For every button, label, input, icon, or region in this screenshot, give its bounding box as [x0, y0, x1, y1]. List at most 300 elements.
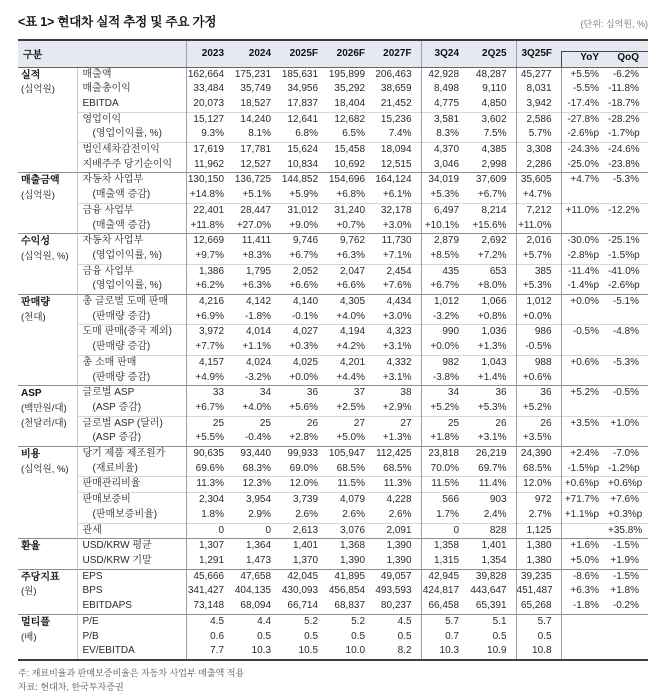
cell-qoq: -23.8%	[608, 158, 640, 170]
cell-2024: 47,658	[233, 569, 280, 584]
cell-2026f: +4.0%	[336, 310, 366, 322]
cell-2q25: 1,036	[468, 325, 516, 340]
cell-2025f: +0.3%	[289, 341, 319, 353]
cell-2023: 3,972	[186, 325, 233, 340]
cell-yoy: +11.0%	[561, 203, 608, 218]
row-label: (ASP 증감)	[77, 431, 186, 446]
section-label: 주당지표 (원)	[18, 569, 77, 614]
cell-2q25: 36	[468, 386, 516, 401]
row-label: EPS	[77, 569, 186, 584]
cell-2027f: 12,515	[380, 158, 412, 170]
table-row	[18, 569, 648, 584]
cell-2024: 12,527	[240, 158, 272, 170]
table-header	[18, 40, 648, 67]
cell-qoq: +1.9%	[610, 555, 640, 566]
row-label: (영업이익률, %)	[77, 279, 186, 294]
table-row	[18, 386, 648, 401]
cell-3q25f: +5.2%	[516, 401, 561, 416]
cell-3q24: 42,928	[421, 67, 468, 82]
cell-2023: 45,666	[186, 569, 233, 584]
cell-2026f: 11.5%	[327, 477, 374, 493]
cell-yoy: +4.7%	[561, 173, 608, 188]
cell-yoy: -27.8%	[561, 112, 608, 127]
cell-2025f: 144,852	[280, 173, 327, 188]
cell-2q25: 39,828	[468, 569, 516, 584]
cell-2q25: +7.2%	[477, 249, 507, 261]
column-header-2026f: 2026F	[327, 40, 374, 67]
cell-2027f: 27	[374, 416, 421, 431]
cell-2026f: 37	[327, 386, 374, 401]
table-row	[18, 493, 648, 508]
cell-2027f: +1.3%	[382, 432, 412, 444]
cell-2026f: 27	[327, 416, 374, 431]
cell-3q25f: 3,942	[516, 97, 561, 112]
cell-2026f: 41,895	[327, 569, 374, 584]
header-row	[18, 40, 648, 67]
row-label: 매출액	[77, 67, 186, 82]
cell-3q24: 982	[421, 355, 468, 370]
table-title: <표 1> 현대차 실적 추정 및 주요 가정	[18, 15, 217, 29]
cell-2023: +9.7%	[186, 249, 233, 264]
table-row	[18, 127, 648, 142]
cell-2027f: 15,236	[374, 112, 421, 127]
cell-3q25f: 65,268	[516, 599, 561, 614]
cell-yoy: -0.5%	[561, 325, 608, 340]
table-row	[18, 614, 648, 629]
footnote-note: 주: 재료비율과 판매보증비율은 자동차 사업부 매출액 적용	[18, 667, 245, 678]
cell-3q25f: 68.5%	[516, 462, 561, 477]
row-label: EBITDA	[77, 97, 186, 112]
row-label: 도매 판매(중국 제외)	[77, 325, 186, 340]
cell-2024: 1,795	[233, 264, 280, 279]
table-row	[18, 554, 648, 569]
cell-2025f: +2.8%	[289, 432, 319, 444]
cell-2026f: +4.4%	[336, 371, 366, 383]
cell-2q25: +0.8%	[477, 310, 507, 322]
cell-2024: 34	[233, 386, 280, 401]
cell-yoy	[561, 340, 608, 355]
cell-yoy: -1.4%p	[561, 279, 608, 294]
cell-qoq: -41.0%	[608, 264, 648, 279]
table-row	[18, 447, 648, 462]
cell-2025f: -0.1%	[291, 310, 319, 322]
table-row	[18, 523, 648, 539]
cell-2026f: 4,201	[327, 355, 374, 370]
cell-2025f: +6.7%	[289, 249, 319, 261]
row-label: 매출총이익	[77, 82, 186, 97]
cell-qoq: -1.5%	[608, 539, 648, 554]
column-header-2025f: 2025F	[280, 40, 327, 67]
row-label: 관세	[77, 523, 186, 539]
row-label: P/B	[77, 630, 186, 645]
table-row	[18, 67, 648, 82]
table-row	[18, 431, 648, 446]
cell-3q24: 23,818	[421, 447, 468, 462]
table-row	[18, 234, 648, 249]
cell-3q25f: 3,308	[516, 143, 561, 158]
cell-2023: 4,216	[186, 295, 233, 310]
cell-2027f: 4,228	[374, 493, 421, 508]
cell-3q24: 1,315	[421, 554, 468, 569]
cell-2027f: 2.6%	[388, 508, 412, 520]
column-header-yoy: YoY	[561, 40, 608, 67]
cell-2024: 1,364	[233, 539, 280, 554]
cell-2024: 4,014	[233, 325, 280, 340]
cell-3q24: 25	[421, 416, 468, 431]
cell-2024: 4.4	[233, 614, 280, 629]
table-row	[18, 416, 648, 431]
cell-2q25: 0.5	[492, 630, 507, 642]
cell-yoy: -2.8%p	[561, 249, 608, 264]
cell-3q24: 4,370	[421, 143, 468, 158]
cell-2023: 69.6%	[186, 462, 233, 477]
cell-2q25: 4,385	[468, 143, 516, 158]
cell-3q24: +10.1%	[421, 219, 468, 234]
cell-2024: 175,231	[233, 67, 280, 82]
cell-3q25f: +5.7%	[516, 249, 561, 264]
table-row	[18, 340, 648, 355]
cell-2027f: 1,390	[374, 539, 421, 554]
table-row	[18, 508, 648, 523]
table-row	[18, 173, 648, 188]
row-label: (판매량 증감)	[77, 310, 186, 325]
cell-qoq	[608, 219, 648, 234]
cell-2023: 341,427	[186, 584, 233, 599]
cell-3q24: -3.8%	[421, 371, 468, 386]
cell-3q24: 4,775	[421, 97, 468, 112]
table-row	[18, 310, 648, 325]
table-row	[18, 599, 648, 614]
cell-qoq	[608, 401, 648, 416]
row-label: EV/EBITDA	[77, 644, 186, 660]
table-row	[18, 264, 648, 279]
cell-yoy: -1.5%p	[561, 462, 608, 477]
cell-yoy	[561, 630, 608, 645]
cell-2023: 22,401	[186, 203, 233, 218]
corner-header: 구분	[18, 40, 186, 67]
cell-2024: 4,024	[233, 355, 280, 370]
cell-2025f: 2,613	[280, 523, 327, 539]
cell-2024: 404,135	[234, 585, 272, 597]
cell-2025f: 12.0%	[280, 477, 327, 493]
cell-yoy: -1.8%	[561, 599, 608, 614]
cell-3q24: 42,945	[421, 569, 468, 584]
cell-2026f: 4,079	[327, 493, 374, 508]
cell-2027f: +2.9%	[382, 401, 412, 413]
row-label: (재료비율)	[77, 462, 186, 477]
cell-2027f: 2,454	[374, 264, 421, 279]
cell-2027f: 68.5%	[383, 462, 412, 474]
cell-3q25f: 988	[516, 355, 561, 370]
cell-qoq: -12.2%	[608, 203, 648, 218]
row-label: 글로벌 ASP	[77, 386, 186, 401]
unit-note: (단위: 십억원, %)	[580, 19, 648, 29]
cell-2023: 20,073	[186, 97, 233, 112]
cell-3q25f: 451,487	[516, 584, 561, 599]
cell-2026f: 4,305	[327, 295, 374, 310]
cell-3q25f: +4.7%	[516, 188, 561, 203]
table-row	[18, 82, 648, 97]
cell-qoq: +1.0%	[608, 416, 648, 431]
column-header-2024: 2024	[233, 40, 280, 67]
cell-3q25f: 12.0%	[516, 477, 561, 493]
row-label: (영업이익률, %)	[77, 127, 186, 142]
row-label: (판매량 증감)	[77, 340, 186, 355]
table-row	[18, 539, 648, 554]
row-label: 총 글로벌 도매 판매	[77, 295, 186, 310]
column-header-2027f: 2027F	[374, 40, 421, 67]
cell-2027f: 49,057	[374, 569, 421, 584]
cell-qoq: -11.8%	[608, 83, 640, 95]
cell-qoq: -0.2%	[612, 600, 640, 612]
cell-qoq: -4.8%	[608, 325, 648, 340]
cell-3q25f: 0.5	[516, 630, 561, 645]
table-body	[18, 67, 648, 660]
cell-2025f: 9,746	[280, 234, 327, 249]
cell-3q25f: 972	[516, 493, 561, 508]
cell-3q25f: 2,586	[516, 112, 561, 127]
cell-2026f: 15,458	[327, 143, 374, 158]
cell-2026f: 456,854	[328, 585, 366, 597]
cell-yoy	[561, 188, 608, 203]
cell-2q25: +15.6%	[472, 219, 507, 231]
cell-qoq: -1.5%	[608, 569, 648, 584]
cell-3q25f: +0.6%	[516, 371, 561, 386]
cell-2025f: +0.0%	[289, 371, 319, 383]
cell-yoy: +1.1%p	[561, 508, 608, 523]
cell-2027f: 21,452	[380, 97, 412, 109]
cell-3q24: 10.3	[421, 644, 468, 660]
cell-2q25: 10.9	[487, 645, 507, 657]
cell-yoy	[561, 431, 608, 446]
section-label: 비용 (십억원, %)	[18, 447, 77, 539]
cell-qoq: -6.2%	[608, 67, 648, 82]
cell-2025f: 17,837	[287, 97, 319, 109]
cell-2027f: 18,094	[374, 143, 421, 158]
table-row	[18, 371, 648, 386]
cell-3q25f: 26	[516, 416, 561, 431]
cell-2024: +5.1%	[242, 189, 272, 201]
cell-2023: 1.8%	[186, 508, 233, 523]
cell-2024: 0	[233, 523, 280, 539]
cell-2024: 4,142	[233, 295, 280, 310]
cell-3q25f: 39,235	[516, 569, 561, 584]
cell-yoy: -30.0%	[561, 234, 608, 249]
cell-2026f: 4,194	[327, 325, 374, 340]
section-label: 실적 (십억원)	[18, 67, 77, 173]
cell-2023: 90,635	[186, 447, 233, 462]
row-label: 지배주주 당기순이익	[77, 158, 186, 173]
cell-yoy: -2.6%p	[561, 127, 608, 142]
cell-2026f: +6.3%	[336, 249, 366, 261]
cell-3q24: 8.3%	[421, 127, 468, 142]
cell-qoq: -1.7%p	[608, 128, 640, 140]
cell-2025f: 4,140	[280, 295, 327, 310]
cell-3q24: 990	[421, 325, 468, 340]
cell-2023: +6.7%	[186, 401, 233, 416]
cell-2025f: 42,045	[280, 569, 327, 584]
cell-2027f: 4,434	[374, 295, 421, 310]
cell-qoq: -5.1%	[608, 295, 648, 310]
cell-2027f: +3.1%	[382, 341, 412, 353]
cell-2023: 33	[186, 386, 233, 401]
row-label: (매출액 증감)	[77, 219, 186, 234]
cell-2026f: 1,390	[339, 555, 366, 566]
cell-2025f: 15,624	[280, 143, 327, 158]
cell-qoq: +0.3%p	[608, 508, 643, 520]
cell-qoq: -5.3%	[608, 355, 648, 370]
cell-2024: 17,781	[233, 143, 280, 158]
cell-2026f: 68,837	[334, 600, 366, 612]
cell-2023: 73,148	[186, 599, 233, 614]
cell-2027f: +7.1%	[382, 249, 412, 261]
row-label: P/E	[77, 614, 186, 629]
cell-2024: +1.1%	[242, 341, 272, 353]
cell-3q25f: 5.7%	[516, 127, 561, 142]
cell-2026f: 2.6%	[342, 508, 366, 520]
cell-2026f: 0.5	[351, 630, 366, 642]
cell-2025f: 1,370	[292, 555, 319, 566]
row-label: 금융 사업부	[77, 203, 186, 218]
cell-yoy: -11.4%	[561, 264, 608, 279]
cell-yoy	[561, 644, 608, 660]
cell-yoy: +71.7%	[561, 493, 608, 508]
cell-2026f: +4.2%	[336, 341, 366, 353]
cell-2023: 1,291	[186, 554, 233, 569]
cell-3q24: 70.0%	[421, 462, 468, 477]
cell-qoq	[608, 614, 648, 629]
row-label: EBITDAPS	[77, 599, 186, 614]
row-label: 판매보증비	[77, 493, 186, 508]
table-row	[18, 97, 648, 112]
cell-2025f: 4,027	[280, 325, 327, 340]
cell-2q25: 26,219	[468, 447, 516, 462]
cell-2025f: 99,933	[280, 447, 327, 462]
cell-3q24: 6,497	[421, 203, 468, 218]
cell-2q25: 26	[468, 416, 516, 431]
cell-2024: 18,527	[240, 97, 272, 109]
cell-2025f: 3,739	[280, 493, 327, 508]
cell-yoy	[561, 401, 608, 416]
cell-2027f: 11,730	[374, 234, 421, 249]
cell-2027f: 8.2	[397, 645, 412, 657]
cell-yoy: -24.3%	[561, 143, 608, 158]
cell-2q25: 69.7%	[478, 462, 507, 474]
cell-3q24: 566	[421, 493, 468, 508]
cell-2025f: 36	[280, 386, 327, 401]
cell-2026f: 10.0	[345, 645, 366, 657]
cell-2026f: 3,076	[327, 523, 374, 539]
cell-2024: 10.3	[251, 645, 272, 657]
cell-2025f: 5.2	[280, 614, 327, 629]
table-row	[18, 462, 648, 477]
cell-yoy: -17.4%	[561, 97, 608, 112]
column-header-3q25f: 3Q25F	[516, 40, 561, 67]
cell-2023: 4,157	[186, 355, 233, 370]
cell-3q25f: +3.5%	[516, 431, 561, 446]
cell-yoy	[561, 371, 608, 386]
cell-2023: +4.9%	[186, 371, 233, 386]
cell-2023: 130,150	[186, 173, 233, 188]
cell-2q25: 4,850	[481, 97, 507, 109]
cell-2027f: 0.5	[397, 630, 412, 642]
cell-2q25: +1.3%	[477, 341, 507, 353]
cell-2027f: 112,425	[374, 447, 421, 462]
column-header-3q24: 3Q24	[421, 40, 468, 67]
cell-3q25f: -0.5%	[516, 340, 561, 355]
cell-yoy: +5.5%	[561, 67, 608, 82]
table-row	[18, 584, 648, 599]
cell-2q25: 2,692	[468, 234, 516, 249]
cell-2024: -3.2%	[244, 371, 272, 383]
cell-3q24: 1.7%	[421, 508, 468, 523]
cell-3q25f: 36	[516, 386, 561, 401]
cell-2024: +8.3%	[242, 249, 272, 261]
cell-3q24: 3,581	[421, 112, 468, 127]
cell-2025f: 26	[280, 416, 327, 431]
cell-2024: 68.3%	[242, 462, 272, 474]
column-header-2q25: 2Q25	[468, 40, 516, 67]
cell-qoq	[608, 371, 648, 386]
cell-2027f: 11.3%	[374, 477, 421, 493]
cell-3q25f: +5.3%	[516, 279, 561, 294]
section-label: 환율	[18, 539, 77, 569]
cell-2q25: 5.1	[468, 614, 516, 629]
cell-3q24: +5.3%	[421, 188, 468, 203]
section-label: 판매량 (천대)	[18, 295, 77, 386]
cell-2027f: 7.4%	[388, 128, 412, 140]
cell-yoy: -8.6%	[561, 569, 608, 584]
cell-2q25: 1,066	[468, 295, 516, 310]
cell-3q24: 66,458	[421, 599, 468, 614]
cell-2027f: +6.1%	[382, 189, 412, 201]
cell-2025f: +9.0%	[289, 219, 319, 231]
cell-qoq: -0.5%	[608, 386, 648, 401]
cell-qoq: -28.2%	[608, 112, 648, 127]
cell-2q25: +1.4%	[477, 371, 507, 383]
cell-yoy	[561, 310, 608, 325]
table-row	[18, 477, 648, 493]
cell-2023: 11.3%	[186, 477, 233, 493]
cell-2024: 136,725	[233, 173, 280, 188]
row-label: (영업이익률, %)	[77, 249, 186, 264]
footnote-source: 자료: 현대차, 한국투자증권	[18, 681, 124, 692]
cell-2027f: +3.0%	[382, 219, 412, 231]
cell-2027f: 2,091	[374, 523, 421, 539]
cell-qoq: -2.6%p	[608, 280, 640, 292]
cell-2026f: 2,047	[327, 264, 374, 279]
cell-2025f: 6.8%	[295, 128, 319, 140]
cell-2023: 4.5	[186, 614, 233, 629]
cell-3q24: 1,012	[421, 295, 468, 310]
cell-2023: +5.5%	[186, 431, 233, 446]
cell-3q25f: 385	[516, 264, 561, 279]
cell-3q25f: 8,031	[516, 82, 561, 97]
cell-2026f: 68.5%	[336, 462, 366, 474]
cell-2024: -0.4%	[244, 432, 272, 444]
cell-3q25f: 986	[516, 325, 561, 340]
column-header-2023: 2023	[186, 40, 233, 67]
cell-qoq: -5.3%	[608, 173, 648, 188]
cell-yoy: -5.5%	[561, 82, 608, 97]
row-label: (판매량 증감)	[77, 371, 186, 386]
cell-qoq: -18.7%	[608, 97, 640, 109]
cell-2024: 3,954	[233, 493, 280, 508]
cell-3q25f: 35,605	[516, 173, 561, 188]
cell-2024: 35,749	[240, 83, 272, 95]
cell-2025f: 430,093	[281, 585, 319, 597]
cell-2026f: +5.0%	[336, 432, 366, 444]
